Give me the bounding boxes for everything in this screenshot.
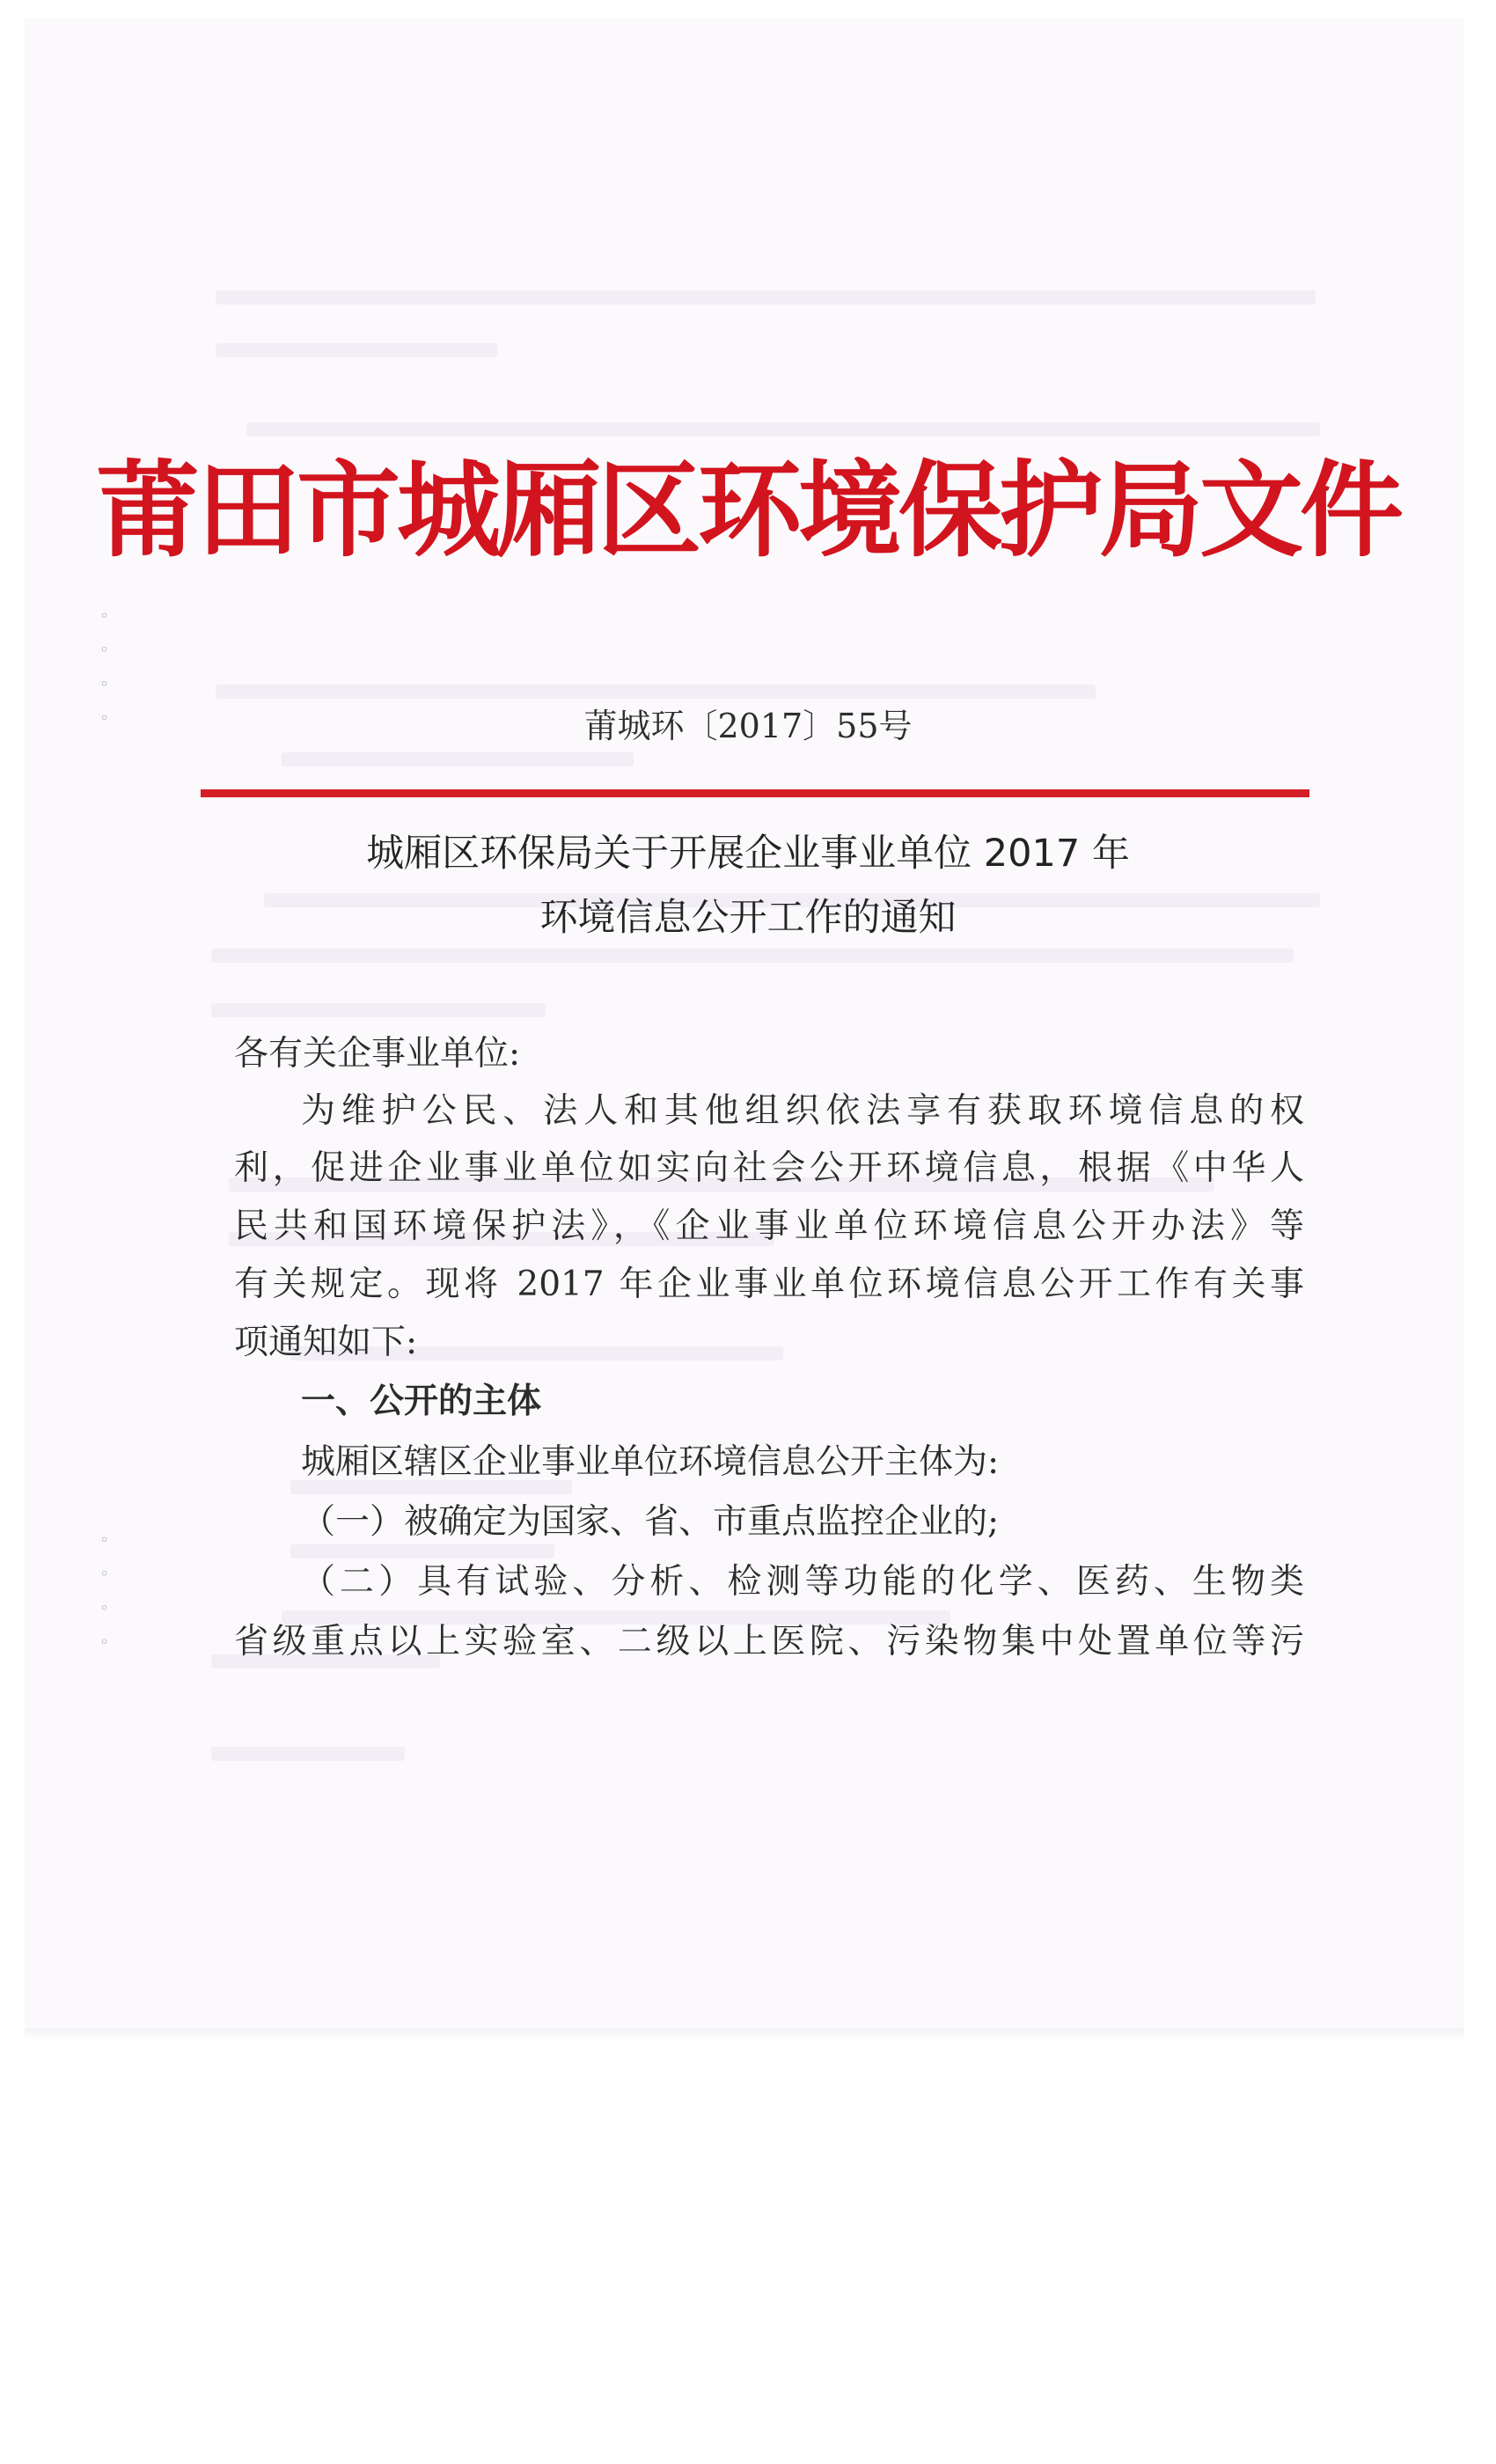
salutation: 各有关企事业单位: [234,1034,521,1074]
intro-paragraph-line: 有关规定。现将 2017 年企业事业单位环境信息公开工作有关事 [234,1265,1304,1304]
bleed-through-mark [211,1003,546,1017]
paper-edge [25,2028,1464,2041]
section-heading: 一、公开的主体 [301,1382,542,1421]
list-item-line: （二）具有试验、分析、检测等功能的化学、医药、生物类 [301,1562,1304,1602]
document-number: 莆城环〔2017〕55号 [583,707,913,745]
bleed-through-mark [246,422,1320,436]
section-intro: 城厢区辖区企业事业单位环境信息公开主体为: [301,1442,1000,1482]
bleed-through-mark [216,685,1096,699]
bleed-through-mark [211,949,1294,963]
bleed-through-mark [211,1747,405,1761]
intro-paragraph-line: 民共和国环境保护法》，《企业事业单位环境信息公开办法》等 [234,1206,1304,1246]
paper-sheet [25,18,1464,2033]
bleed-through-mark [216,343,497,357]
notice-title-line: 城厢区环保局关于开展企业事业单位 2017 年 [366,832,1130,876]
list-item-line: 省级重点以上实验室、二级以上医院、污染物集中处置单位等污 [234,1622,1304,1661]
bleed-through-mark [282,752,634,766]
intro-paragraph-line: 项通知如下: [234,1323,418,1362]
intro-paragraph-line: 为维护公民、法人和其他组织依法享有获取环境信息的权 [301,1091,1304,1131]
list-item: （一）被确定为国家、省、市重点监控企业的; [301,1502,1000,1542]
agency-header: 莆田市城厢区环境保护局文件 [95,450,1400,571]
binding-hole-mark: ◦ ◦ ◦ ◦ [95,1531,114,1658]
red-divider-rule [201,789,1309,797]
binding-hole-mark: ◦ ◦ ◦ ◦ [95,607,114,734]
notice-title-line: 环境信息公开工作的通知 [539,896,957,940]
bleed-through-mark [216,290,1316,304]
intro-paragraph-line: 利，促进企业事业单位如实向社会公开环境信息，根据《中华人 [234,1148,1304,1188]
